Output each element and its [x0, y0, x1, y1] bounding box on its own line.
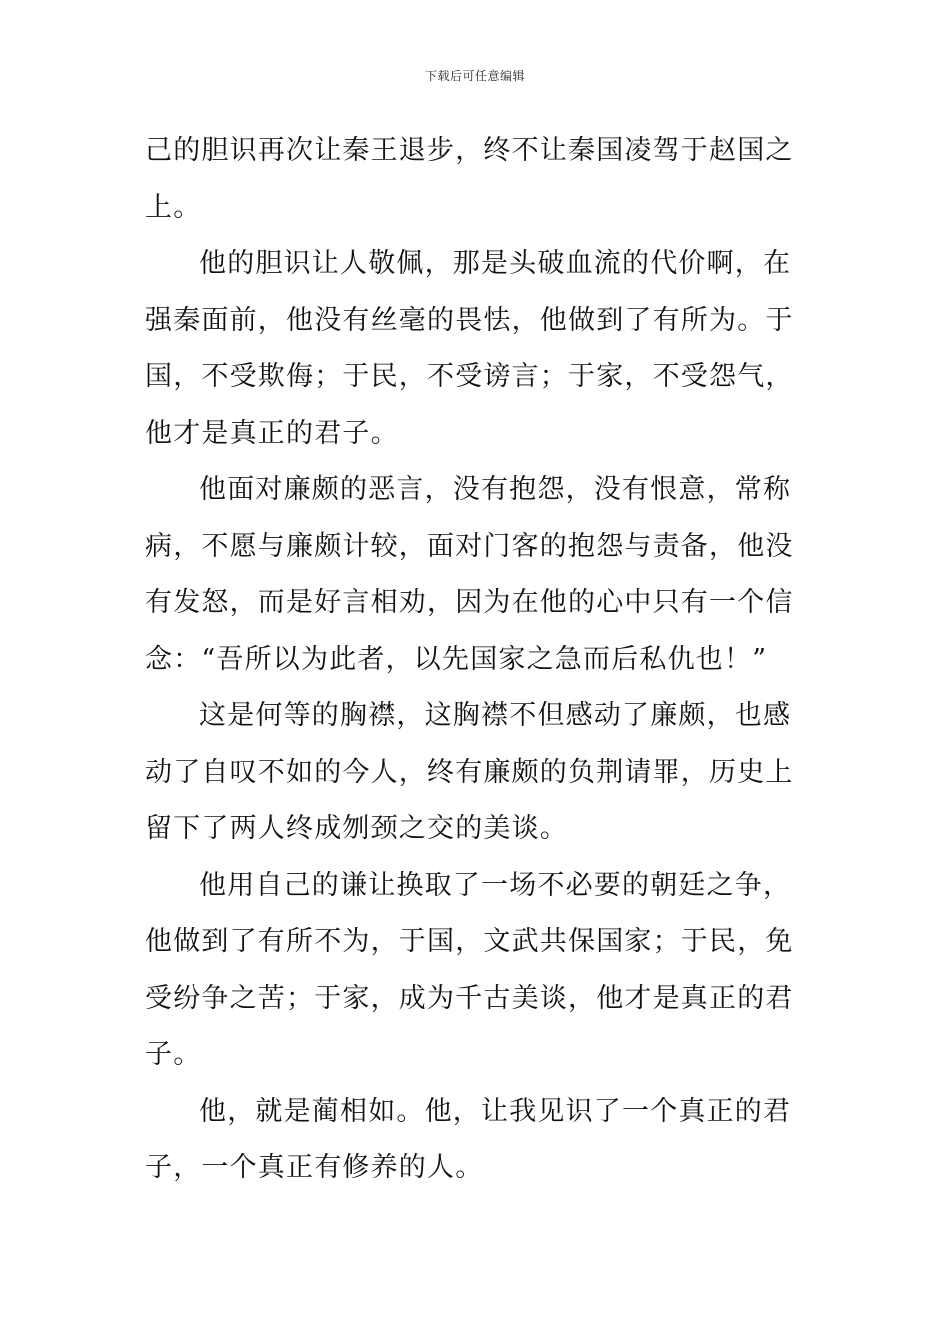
paragraph: 他，就是蔺相如。他，让我见识了一个真正的君子，一个真正有修养的人。	[145, 1095, 792, 1183]
paragraph: 他用自己的谦让换取了一场不必要的朝廷之争，他做到了有所不为，于国，文武共保国家；于民，免受纷争之苦；于家，成为千古美谈，他才是真正的君子。	[145, 869, 794, 1070]
paragraph-continued: 己的胆识再次让秦王退步，终不让秦国凌驾于赵国之上。	[145, 135, 794, 223]
header-note: 下载后可任意编辑	[424, 69, 525, 83]
paragraph: 他的胆识让人敬佩，那是头破血流的代价啊，在强秦面前，他没有丝毫的畏怯，他做到了有所为。于国，不受欺侮；于民，不受谤言；于家，不受怨气，他才是真正的君子。	[145, 248, 794, 449]
paragraph: 他面对廉颇的恶言，没有抱怨，没有恨意，常称病，不愿与廉颇计较，面对门客的抱怨与责备，他没有发怒，而是好言相劝，因为在他的心中只有一个信念：“吾所以为此者，以先国家之急而后私仇也！”	[145, 474, 794, 675]
body-text	[145, 123, 805, 1197]
paragraph: 这是何等的胸襟，这胸襟不但感动了廉颇，也感动了自叹不如的今人，终有廉颇的负荆请罪，历史上留下了两人终成刎颈之交的美谈。	[145, 700, 794, 844]
